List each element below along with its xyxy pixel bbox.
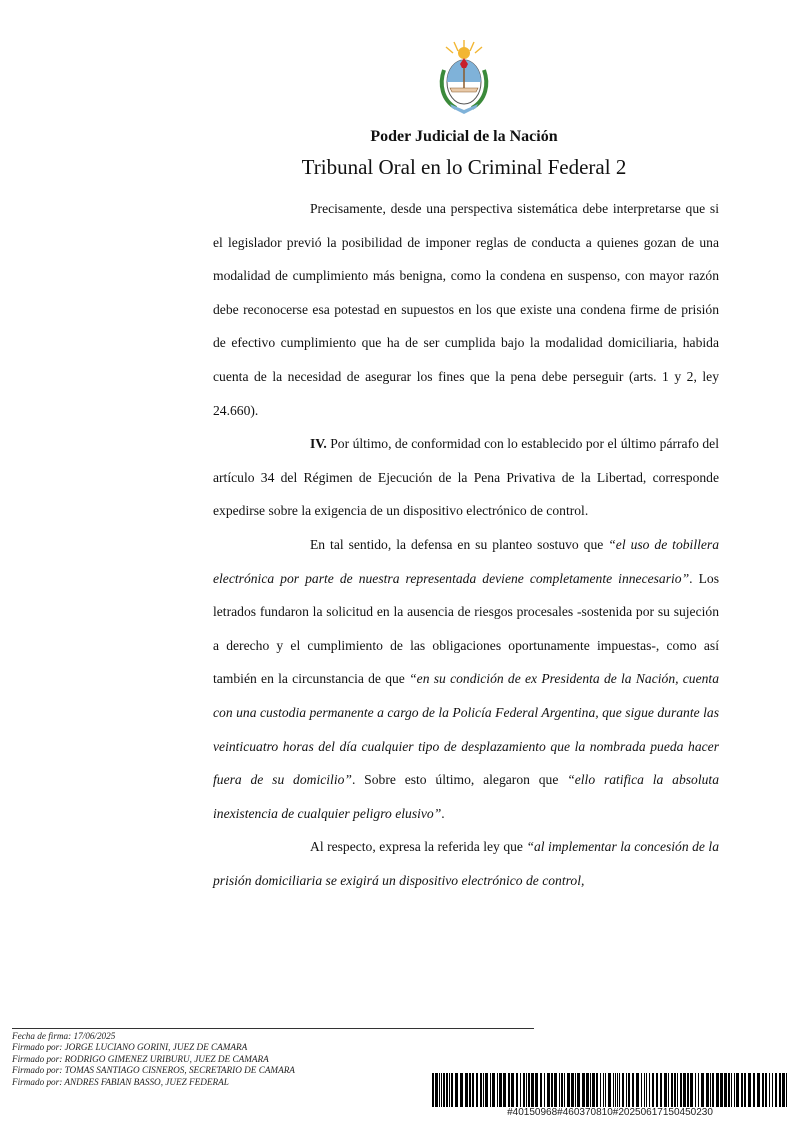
barcode-bar [526, 1073, 527, 1107]
barcode-bar [540, 1073, 542, 1107]
section-number: IV. [310, 436, 327, 452]
barcode-bar [779, 1073, 781, 1107]
barcode-bar [577, 1073, 580, 1107]
barcode-bar [690, 1073, 693, 1107]
barcode-bar [744, 1073, 746, 1107]
barcode-bar [680, 1073, 682, 1107]
barcode-bar [554, 1073, 557, 1107]
signature-divider [12, 1028, 534, 1029]
barcode-bar [660, 1073, 662, 1107]
barcode-bar [528, 1073, 530, 1107]
signature-block [12, 1031, 295, 1088]
barcode-bar [720, 1073, 723, 1107]
barcode-bar [535, 1073, 538, 1107]
barcode-bar [551, 1073, 553, 1107]
header-institution: Poder Judicial de la Nación [370, 128, 558, 145]
barcode-bar [520, 1073, 521, 1107]
barcode-bar [567, 1073, 570, 1107]
barcode-bar [455, 1073, 458, 1107]
barcode-bar [656, 1073, 658, 1107]
paragraph [213, 192, 719, 427]
barcode-bar [757, 1073, 760, 1107]
barcode-bar [769, 1073, 770, 1107]
barcode-bar [701, 1073, 704, 1107]
barcode-bar [499, 1073, 502, 1107]
barcode-bar [626, 1073, 627, 1107]
barcode-bar [511, 1073, 514, 1107]
barcode-bar [683, 1073, 686, 1107]
barcode-bar [443, 1073, 445, 1107]
barcode-bar [734, 1073, 735, 1107]
paragraph-text: Al respecto, expresa la referida ley que [310, 839, 527, 855]
barcode-bar [441, 1073, 442, 1107]
barcode-bar [564, 1073, 565, 1107]
barcode-bar [741, 1073, 743, 1107]
barcode-bar [449, 1073, 450, 1107]
barcode-bar [615, 1073, 616, 1107]
barcode-bar [677, 1073, 678, 1107]
barcode-bar [603, 1073, 604, 1107]
barcode-bar [561, 1073, 563, 1107]
document-body [213, 192, 719, 897]
barcode-bar [649, 1073, 650, 1107]
barcode-bar [480, 1073, 482, 1107]
barcode-bar [762, 1073, 764, 1107]
quoted-text: “en su condición de ex Presidenta de la Nación, cuenta con una custodia permanente a cargo de la Policía Federal Argentina, que sigue durante las veinticuatro horas del día cualquier tipo de desplazamiento que la nombrada pueda hacer fuera de su domicilio” [213, 671, 720, 788]
paragraph-text: . Sobre esto último, alegaron que [351, 772, 568, 788]
barcode-bar [775, 1073, 777, 1107]
barcode-bar [652, 1073, 654, 1107]
barcode-bar [748, 1073, 751, 1107]
barcode-bar [592, 1073, 595, 1107]
barcode-bar [523, 1073, 525, 1107]
barcode-bar [772, 1073, 773, 1107]
barcode-bar [668, 1073, 669, 1107]
barcode-bar [582, 1073, 585, 1107]
barcode-bar [687, 1073, 689, 1107]
barcode-bar [671, 1073, 673, 1107]
barcode-bar [547, 1073, 550, 1107]
quoted-text: “ello ratifica la absoluta inexistencia de cualquier peligro elusivo” [213, 772, 719, 821]
header-tribunal: Tribunal Oral en lo Criminal Federal 2 [301, 155, 627, 179]
paragraph-text: Por último, de conformidad con lo establecido por el último párrafo del artículo 34 del Régimen de Ejecución de la Pena Privativa de la Libertad, corresponde expedirse sobre la exigencia de un dispositivo electrónico de control. [213, 436, 719, 519]
paragraph-text: Precisamente, desde una perspectiva sistemática debe interpretarse que si el legislador previó la posibilidad de imponer reglas de conducta a quienes gozan de una modalidad de cumplimiento más benigna, como la condena en suspenso, con mayor razón debe reconocerse esa potestad en supuestos en los que existe una condena firme de prisión de efectivo cumplimiento que ha de ser cumplida bajo la modalidad domiciliaria, habida cuenta de la necesidad de asegurar los fines que la pena debe perseguir (arts. 1 y 2, ley 24.660). [213, 201, 719, 418]
barcode-bar [622, 1073, 624, 1107]
barcode-bar [628, 1073, 630, 1107]
barcode-bar [716, 1073, 719, 1107]
signature-date: Fecha de firma: 17/06/2025 [12, 1031, 116, 1041]
signature-line: Firmado por: JORGE LUCIANO GORINI, JUEZ DE CAMARA [12, 1042, 248, 1053]
quoted-text: “al implementar la concesión de la prisión domiciliaria se exigirá un dispositivo electrónico de control, [213, 839, 719, 888]
signature-line: Firmado por: TOMAS SANTIAGO CISNEROS, SECRETARIO DE CAMARA [12, 1065, 295, 1076]
barcode-bar [590, 1073, 591, 1107]
barcode-bar [712, 1073, 714, 1107]
barcode-bar [600, 1073, 601, 1107]
barcode-bar [503, 1073, 506, 1107]
barcode-bar [674, 1073, 676, 1107]
barcode-bar [698, 1073, 699, 1107]
barcode-bar [664, 1073, 667, 1107]
barcode-bar [559, 1073, 560, 1107]
barcode-bar [469, 1073, 471, 1107]
signature-line: Firmado por: ANDRES FABIAN BASSO, JUEZ FEDERAL [12, 1076, 229, 1087]
barcode-bar [531, 1073, 534, 1107]
barcode-bar [596, 1073, 598, 1107]
national-coat-of-arms-seal [436, 40, 492, 116]
paragraph-text: . [441, 805, 445, 821]
barcode-bar [435, 1073, 438, 1107]
barcode-bar [446, 1073, 448, 1107]
paragraph-text: En tal sentido, la defensa en su planteo sostuvo que [310, 536, 609, 552]
barcode-bar [636, 1073, 639, 1107]
barcode-bar [439, 1073, 440, 1107]
barcode-bar [736, 1073, 739, 1107]
barcode-bar [483, 1073, 484, 1107]
barcode-bar [605, 1073, 606, 1107]
barcode-bar [731, 1073, 732, 1107]
barcode-bar [644, 1073, 645, 1107]
barcode-bar [586, 1073, 589, 1107]
barcode-bar [632, 1073, 634, 1107]
barcode-bar [695, 1073, 696, 1107]
barcode-bar [432, 1073, 434, 1107]
barcode-bar [485, 1073, 488, 1107]
barcode-bar [476, 1073, 478, 1107]
barcode-bar [617, 1073, 618, 1107]
barcode-bar [608, 1073, 611, 1107]
barcode-bar [465, 1073, 468, 1107]
barcode-bar [710, 1073, 711, 1107]
barcode-bar [460, 1073, 463, 1107]
signature-line: Firmado por: RODRIGO GIMENEZ URIBURU, JUEZ DE CAMARA [12, 1053, 269, 1064]
barcode-bar [492, 1073, 495, 1107]
barcode-bar [641, 1073, 642, 1107]
barcode-bar [706, 1073, 709, 1107]
barcode-bar [786, 1073, 787, 1107]
barcode-bar [451, 1073, 453, 1107]
barcode-bar [782, 1073, 785, 1107]
barcode-bar [544, 1073, 545, 1107]
barcode-bar [508, 1073, 510, 1107]
quoted-text: “el uso de tobillera electrónica por parte de nuestra representada deviene completamente innecesario” [213, 536, 719, 586]
barcode-bar [753, 1073, 755, 1107]
barcode-bar [571, 1073, 574, 1107]
barcode-bar [765, 1073, 767, 1107]
barcode-bar [497, 1073, 498, 1107]
barcode-bar [613, 1073, 614, 1107]
barcode-bar [724, 1073, 727, 1107]
barcode [432, 1073, 788, 1107]
barcode-text: #40150968#460370810#20250617150450230 [507, 1107, 713, 1118]
barcode-bar [728, 1073, 730, 1107]
barcode-bar [575, 1073, 576, 1107]
barcode-bar [490, 1073, 491, 1107]
paragraph-text: . Los letrados fundaron la solicitud en la ausencia de riesgos procesales -sostenida por su sujeción a derecho y el cumplimiento de las obligaciones oportunamente impuestas-, como así también en la circunstancia de que [213, 570, 720, 687]
barcode-bar [619, 1073, 620, 1107]
barcode-bar [516, 1073, 518, 1107]
barcode-bar [646, 1073, 647, 1107]
paragraph [213, 528, 719, 830]
paragraph [213, 830, 719, 897]
paragraph [213, 427, 719, 528]
barcode-bar [472, 1073, 474, 1107]
